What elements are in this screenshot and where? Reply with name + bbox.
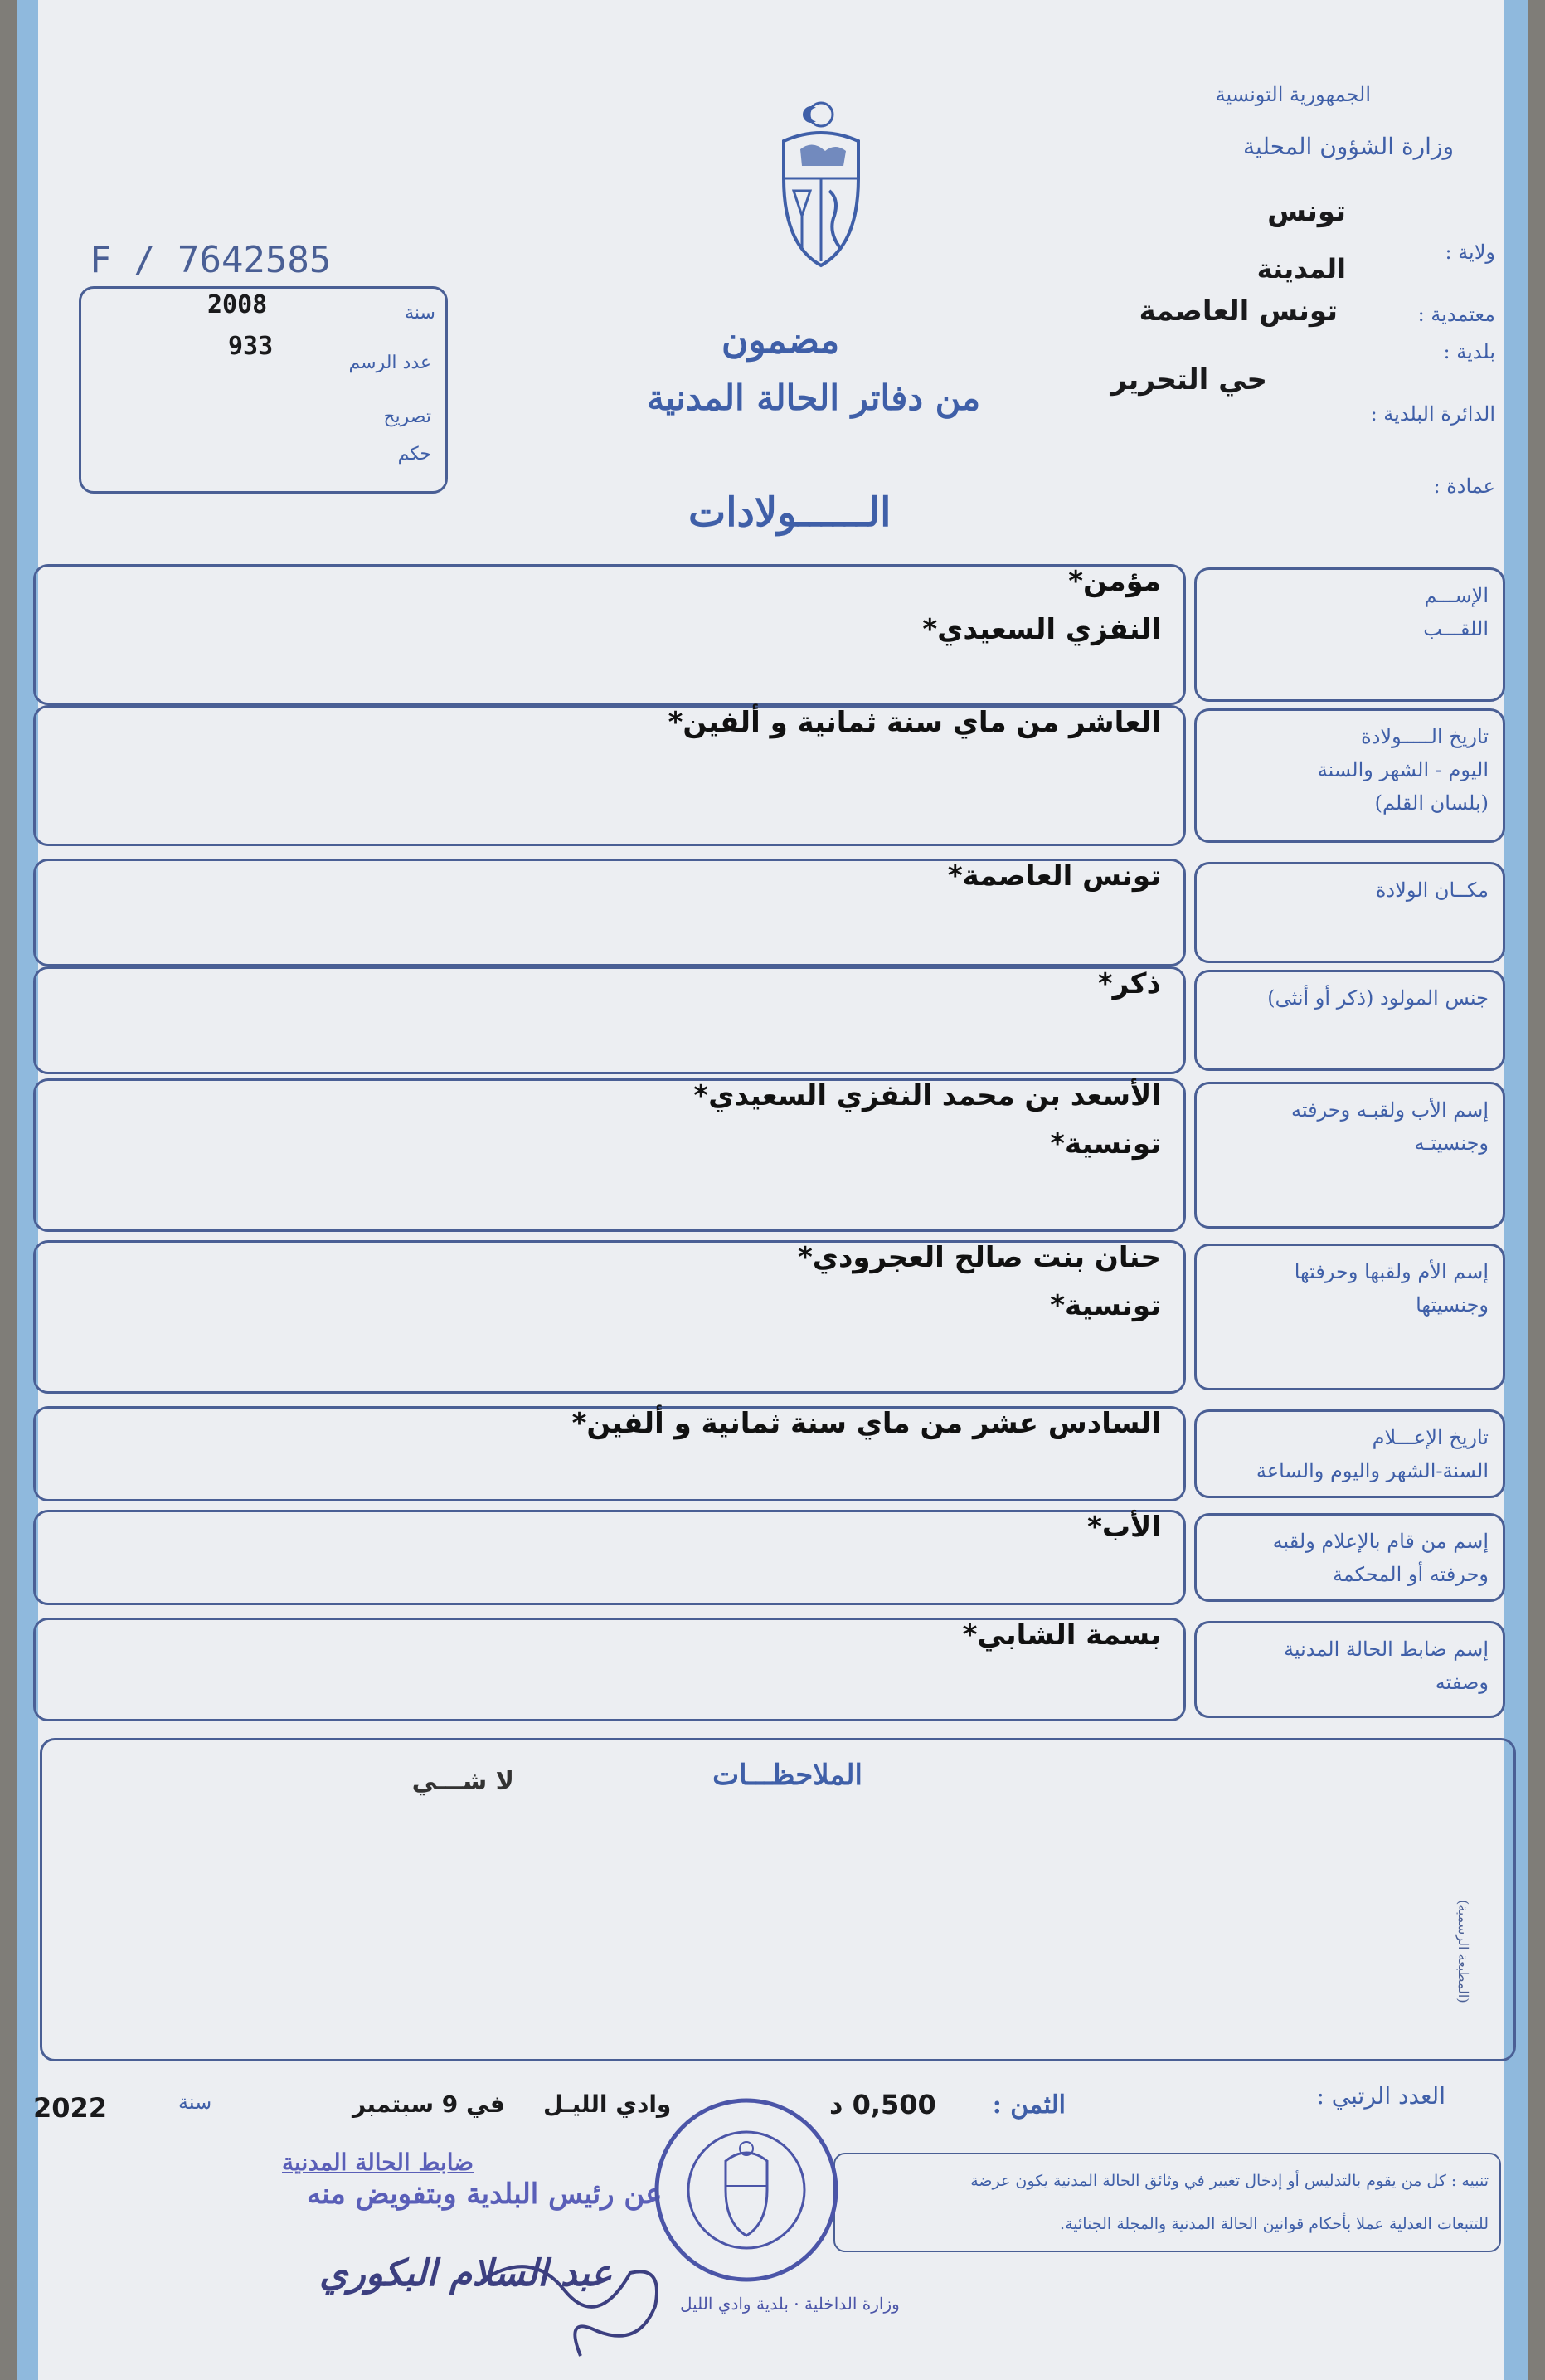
row-value: حنان بنت صالح العجرودي* تونسية* xyxy=(798,1241,1161,1322)
remarks-value: لا شـــي xyxy=(411,1767,514,1796)
tunisia-emblem-icon xyxy=(767,100,875,274)
omda-label: عمادة : xyxy=(1433,475,1495,498)
price-label: الثمن : xyxy=(992,2090,1066,2120)
row-value: الأسعد بن محمد النفزي السعيدي* تونسية* xyxy=(693,1079,1161,1161)
place-value: وادي الليـل xyxy=(543,2090,672,2118)
municipality-value: تونس العاصمة xyxy=(1139,294,1338,328)
warning-line1: تنبيه : كل من يقوم بالتدليس أو إدخال تغيير في وثائق الحالة المدنية يكون عرضة xyxy=(970,2172,1489,2190)
warning-line2: للتتبعات العدلية عملا بأحكام قوانين الحالة المدنية والمجلة الجنائية. xyxy=(1060,2215,1489,2233)
row-label: الإســـم اللقـــب xyxy=(1423,584,1489,640)
delegation-value: المدينة xyxy=(1256,253,1346,285)
governorate-value: تونس xyxy=(1267,195,1346,228)
row-value: الأب* xyxy=(1087,1511,1161,1544)
row-label: مكــان الولادة xyxy=(1375,879,1489,902)
row-label: جنس المولود (ذكر أو أنثى) xyxy=(1267,986,1489,1010)
declaration-label: تصريح xyxy=(383,406,431,427)
row-value: العاشر من ماي سنة ثمانية و ألفين* xyxy=(668,706,1161,739)
title-extract: مضمون xyxy=(721,319,840,362)
serial-number: F / 7642585 xyxy=(90,239,332,281)
title-registers: من دفاتر الحالة المدنية xyxy=(647,377,981,418)
officer-name: عبد السلام البكوري xyxy=(319,2252,613,2295)
officer-title: ضابط الحالة المدنية xyxy=(282,2149,474,2176)
day-value: في 9 سبتمبر xyxy=(352,2090,505,2118)
row-label: إسم الأب ولقبـه وحرفته وجنسيتـه xyxy=(1290,1098,1489,1155)
district-label: الدائرة البلدية : xyxy=(1370,402,1495,426)
serial-label: العدد الرتبي : xyxy=(1316,2082,1445,2110)
officer-line: عن رئيس البلدية وبتفويض منه xyxy=(307,2178,663,2211)
row-value: ذكر* xyxy=(1097,967,1161,1000)
governorate-label: ولاية : xyxy=(1445,241,1495,264)
row-value: السادس عشر من ماي سنة ثمانية و ألفين* xyxy=(571,1407,1161,1440)
footer-year-label: سنة xyxy=(178,2090,212,2114)
stamp-text: وزارة الداخلية · بلدية وادي الليل xyxy=(680,2294,900,2314)
row-label: تاريخ الإعـــلام السنة-الشهر واليوم والساعة xyxy=(1256,1426,1489,1482)
district-value: حي التحرير xyxy=(1110,363,1267,397)
ministry-label: وزارة الشؤون المحلية xyxy=(1243,133,1454,160)
municipality-label: بلدية : xyxy=(1443,340,1495,363)
act-number-value: 933 xyxy=(228,332,274,361)
row-label: إسم الأم ولقبها وحرفتها وجنسيتها xyxy=(1294,1260,1489,1317)
year-value: 2008 xyxy=(207,290,268,319)
side-note: (المطبعة الرسمية) xyxy=(1455,1900,1471,2003)
footer-year-value: 2022 xyxy=(33,2092,108,2124)
warning-box xyxy=(833,2153,1501,2252)
judgment-label: حكم xyxy=(397,444,431,465)
year-label: سنة xyxy=(405,303,435,324)
remarks-label: الملاحظـــات xyxy=(712,1759,862,1792)
act-number-label: عدد الرسم xyxy=(348,353,431,373)
title-births: الــــــولادات xyxy=(688,489,892,536)
delegation-label: معتمدية : xyxy=(1417,303,1495,326)
row-label: إسم ضابط الحالة المدنية وصفته xyxy=(1284,1638,1489,1694)
row-value: مؤمن* النفزي السعيدي* xyxy=(922,565,1161,646)
row-value: تونس العاصمة* xyxy=(947,859,1161,893)
row-value: بسمة الشابي* xyxy=(962,1618,1161,1652)
republic-label: الجمهورية التونسية xyxy=(1215,83,1371,106)
price-value: 0,500 د xyxy=(829,2089,936,2120)
signature-icon xyxy=(464,2232,680,2364)
row-label: تاريخ الـــــولادة اليوم - الشهر والسنة (بلسان القلم) xyxy=(1317,725,1489,815)
row-label: إسم من قام بالإعلام ولقبه وحرفته أو المحكمة xyxy=(1272,1530,1489,1586)
